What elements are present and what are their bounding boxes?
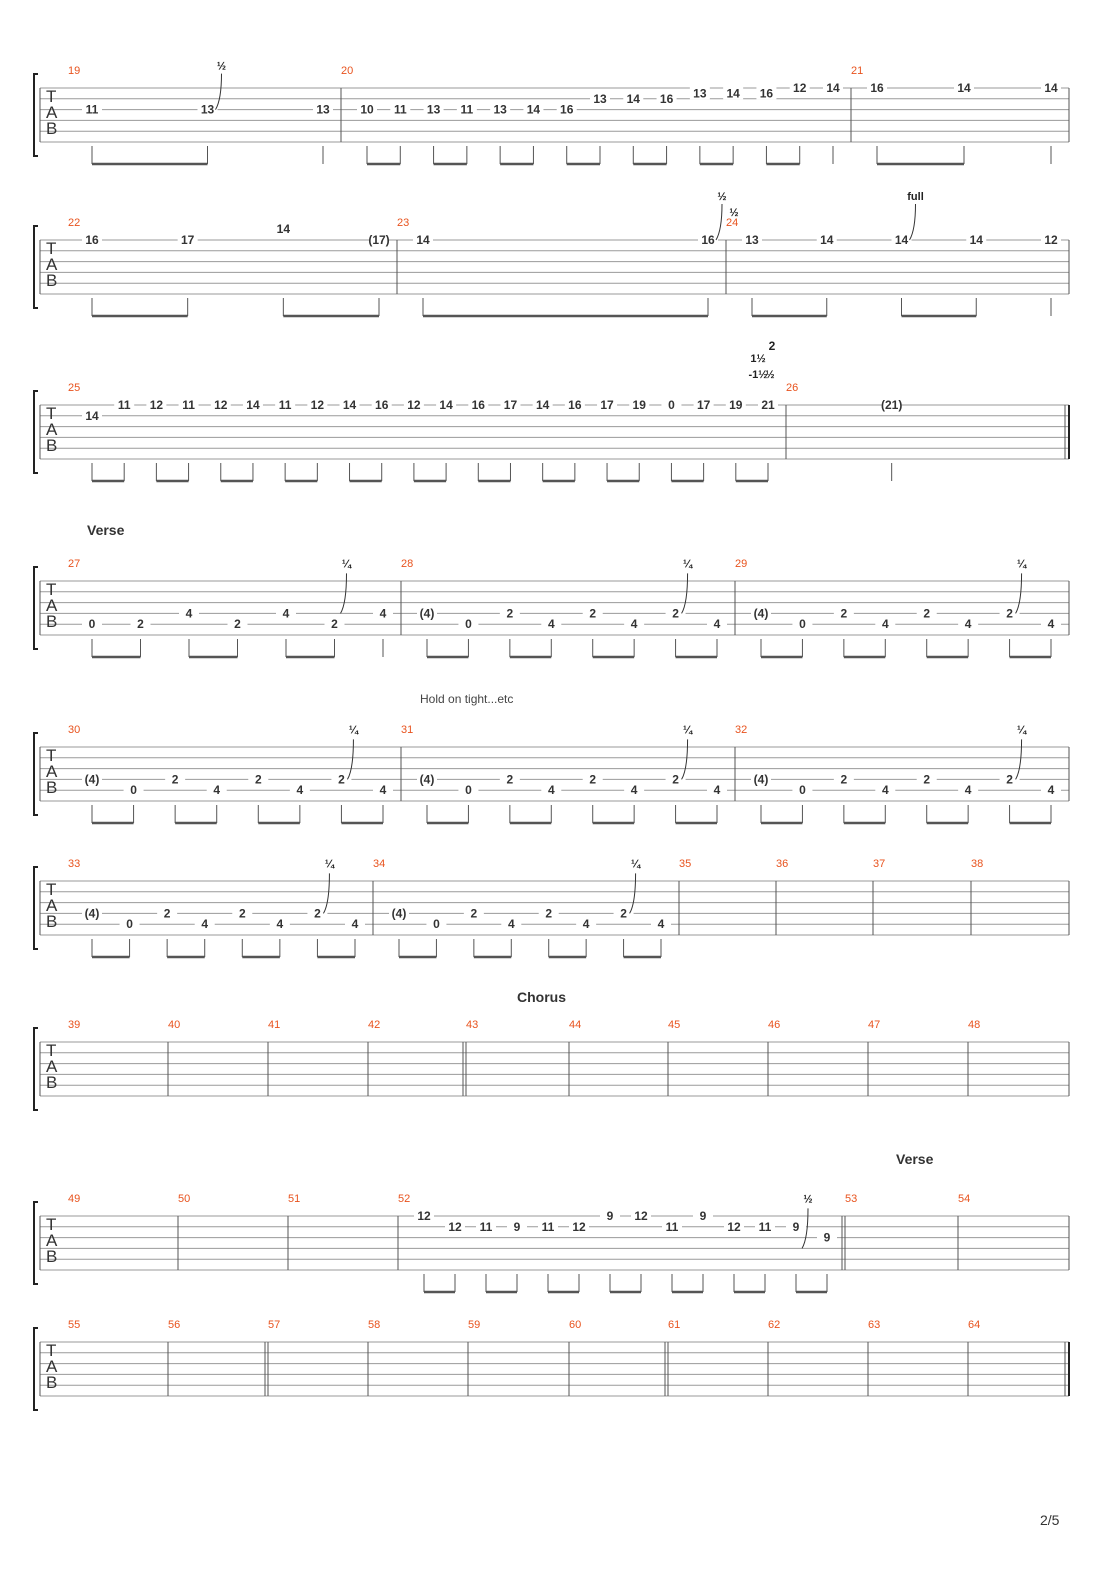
bend-amount: ¼ xyxy=(682,724,693,737)
fret-number: 4 xyxy=(881,783,889,798)
measure-number: 51 xyxy=(288,1193,301,1205)
fret-number: (21) xyxy=(880,398,903,412)
system-bracket xyxy=(34,867,38,949)
fret-number: 13 xyxy=(745,233,759,247)
tab-clef-letter: T xyxy=(46,239,57,258)
measure-number: 26 xyxy=(786,382,799,394)
measure-number: 30 xyxy=(68,724,81,736)
system-bracket xyxy=(34,74,38,156)
fret-number: 16 xyxy=(85,233,99,247)
fret-number: 14 xyxy=(894,233,909,247)
fret-number: 9 xyxy=(823,1230,831,1245)
system-bracket xyxy=(34,1028,38,1110)
tab-clef-letter: B xyxy=(46,912,58,931)
bend-amount: ½ xyxy=(765,369,775,381)
tab-clef-letter: B xyxy=(46,1373,58,1392)
fret-number: (4) xyxy=(419,772,435,787)
fret-number: 12 xyxy=(149,398,164,412)
measure-number: 64 xyxy=(968,1319,981,1331)
measure-number: 34 xyxy=(373,858,386,870)
bend-amount: ½ xyxy=(216,60,227,73)
measure-number: 36 xyxy=(776,858,789,870)
bend-amount: -1½ xyxy=(748,369,768,381)
fret-number: 4 xyxy=(201,917,209,932)
fret-number: 11 xyxy=(278,398,292,412)
measure-number: 43 xyxy=(466,1019,479,1031)
fret-number: 4 xyxy=(713,617,721,632)
measure-number: 56 xyxy=(168,1319,181,1331)
fret-number: 4 xyxy=(713,783,721,798)
fret-number: 16 xyxy=(375,398,389,412)
fret-number: 14 xyxy=(826,81,840,95)
measure-number: 35 xyxy=(679,858,692,870)
system-bracket xyxy=(34,391,38,473)
measure-number: 42 xyxy=(368,1019,381,1031)
fret-number: 14 xyxy=(439,398,453,412)
fret-number: 14 xyxy=(820,233,834,247)
fret-number: 13 xyxy=(426,102,441,117)
fret-number: 2 xyxy=(589,606,597,621)
fret-number: 14 xyxy=(969,233,983,247)
fret-number: 16 xyxy=(701,233,715,247)
fret-number: (4) xyxy=(84,906,100,921)
section-label: Verse xyxy=(87,522,125,538)
fret-number: (17) xyxy=(368,233,390,247)
measure-number: 45 xyxy=(668,1019,681,1031)
fret-number: 13 xyxy=(200,102,215,117)
fret-number: 0 xyxy=(799,783,806,798)
fret-number: 14 xyxy=(276,222,291,237)
fret-number: 12 xyxy=(634,1209,648,1223)
fret-number: 19 xyxy=(632,398,646,412)
fret-number: 12 xyxy=(727,1219,741,1234)
tab-clef-letter: B xyxy=(46,612,58,631)
fret-number: 4 xyxy=(296,783,304,798)
measure-number: 58 xyxy=(368,1319,381,1331)
fret-number: 16 xyxy=(568,398,582,412)
tab-clef-letter: T xyxy=(46,1341,57,1360)
fret-number: 4 xyxy=(1047,783,1055,798)
measure-number: 25 xyxy=(68,382,81,394)
measure-number: 40 xyxy=(168,1019,181,1031)
fret-number: 2 xyxy=(923,772,931,787)
bend-amount: ¼ xyxy=(348,724,359,737)
measure-number: 63 xyxy=(868,1319,881,1331)
system-bracket xyxy=(34,226,38,308)
measure-number: 57 xyxy=(268,1319,281,1331)
fret-number: 10 xyxy=(360,102,374,117)
tab-clef-letter: T xyxy=(46,1215,57,1234)
fret-number: 11 xyxy=(541,1219,555,1234)
measure-number: 21 xyxy=(851,65,864,77)
measure-number: 41 xyxy=(268,1019,281,1031)
fret-number: 12 xyxy=(1044,233,1058,247)
measure-number: 47 xyxy=(868,1019,881,1031)
fret-number: 2 xyxy=(470,906,478,921)
measure-number: 37 xyxy=(873,858,886,870)
fret-number: 11 xyxy=(460,102,474,117)
fret-number: (4) xyxy=(753,772,769,787)
fret-number: 4 xyxy=(547,783,555,798)
measure-number: 19 xyxy=(68,65,81,77)
tab-clef-letter: A xyxy=(46,596,58,615)
measure-number: 50 xyxy=(178,1193,191,1205)
fret-number: 17 xyxy=(503,398,518,412)
fret-number: 2 xyxy=(620,906,627,921)
fret-number: 12 xyxy=(214,398,228,412)
fret-number: 4 xyxy=(351,917,359,932)
tab-clef-letter: B xyxy=(46,778,58,797)
measure-number: 62 xyxy=(768,1319,781,1331)
measure-number: 33 xyxy=(68,858,81,870)
fret-number: 14 xyxy=(416,233,430,247)
tab-clef-letter: A xyxy=(46,1231,58,1250)
fret-number: 2 xyxy=(234,617,241,632)
fret-number: 17 xyxy=(180,233,195,247)
fret-number: 0 xyxy=(465,617,472,632)
fret-number: 14 xyxy=(535,398,550,412)
fret-number: 4 xyxy=(547,617,555,632)
fret-number: 13 xyxy=(593,91,607,106)
section-label: Verse xyxy=(896,1151,934,1167)
fret-number: 12 xyxy=(407,398,421,412)
fret-number: 14 xyxy=(1044,81,1058,95)
measure-number: 54 xyxy=(958,1193,971,1205)
fret-number: 4 xyxy=(630,783,638,798)
fret-number: 14 xyxy=(246,398,260,412)
measure-number: 32 xyxy=(735,724,748,736)
tab-clef-letter: B xyxy=(46,271,58,290)
fret-number: 2 xyxy=(163,906,171,921)
fret-number: 4 xyxy=(185,606,193,621)
fret-number: 14 xyxy=(626,91,640,106)
bend-amount: ¼ xyxy=(341,558,352,571)
release-amount: ½ xyxy=(729,207,739,219)
fret-number: 12 xyxy=(793,81,807,95)
fret-number: 14 xyxy=(526,102,541,117)
section-label: Chorus xyxy=(517,989,566,1005)
measure-number: 60 xyxy=(569,1319,582,1331)
fret-number: 14 xyxy=(85,408,99,423)
measure-number: 28 xyxy=(401,558,414,570)
tab-clef-letter: A xyxy=(46,1357,58,1376)
fret-number: 2 xyxy=(506,606,514,621)
tab-clef-letter: A xyxy=(46,255,58,274)
measure-number: 48 xyxy=(968,1019,981,1031)
fret-number: 16 xyxy=(659,91,674,106)
fret-number: 9 xyxy=(606,1209,614,1223)
tab-clef-letter: B xyxy=(46,436,58,455)
bend-amount: ¼ xyxy=(1016,724,1027,737)
measure-number: 39 xyxy=(68,1019,81,1031)
fret-number: 2 xyxy=(840,772,848,787)
fret-number: (4) xyxy=(391,906,407,921)
fret-number: 11 xyxy=(393,102,407,117)
fret-number: 2 xyxy=(923,606,931,621)
fret-number: 13 xyxy=(316,102,330,117)
fret-number: 4 xyxy=(1047,617,1055,632)
fret-number: 9 xyxy=(792,1219,800,1234)
tab-clef-letter: A xyxy=(46,1057,58,1076)
system-bracket xyxy=(34,733,38,815)
system-bracket xyxy=(34,567,38,649)
fret-number: 2 xyxy=(238,906,246,921)
bend-amount: ¼ xyxy=(682,558,693,571)
fret-number: 2 xyxy=(1006,772,1013,787)
tab-clef-letter: A xyxy=(46,762,58,781)
fret-number: 2 xyxy=(137,617,144,632)
fret-number: 2 xyxy=(589,772,597,787)
bend-amount: ½ xyxy=(717,191,727,203)
fret-number: 2 xyxy=(545,906,553,921)
tab-clef-letter: A xyxy=(46,896,58,915)
bend-amount: 2 xyxy=(768,339,776,353)
tab-clef-letter: T xyxy=(46,746,57,765)
fret-number: 16 xyxy=(471,398,485,412)
fret-number: 2 xyxy=(331,617,338,632)
fret-number: 14 xyxy=(957,81,971,95)
fret-number: 9 xyxy=(699,1209,707,1223)
fret-number: 4 xyxy=(881,617,889,632)
fret-number: 4 xyxy=(507,917,515,932)
fret-number: 4 xyxy=(964,783,972,798)
fret-number: 19 xyxy=(729,398,743,412)
fret-number: 2 xyxy=(840,606,848,621)
fret-number: 4 xyxy=(282,606,290,621)
fret-number: 0 xyxy=(668,398,675,412)
measure-number: 44 xyxy=(569,1019,582,1031)
tab-clef-letter: T xyxy=(46,87,57,106)
system-bracket xyxy=(34,1202,38,1284)
fret-number: (4) xyxy=(84,772,100,787)
page-number: 2/5 xyxy=(1040,1512,1060,1528)
fret-number: 2 xyxy=(672,772,679,787)
measure-number: 29 xyxy=(735,558,748,570)
fret-number: 12 xyxy=(310,398,325,412)
fret-number: 16 xyxy=(560,102,574,117)
tab-clef-letter: B xyxy=(46,1073,58,1092)
fret-number: 11 xyxy=(479,1219,493,1234)
measure-number: 23 xyxy=(397,217,410,229)
fret-number: 4 xyxy=(379,783,387,798)
fret-number: 2 xyxy=(171,772,179,787)
fret-number: (4) xyxy=(419,606,435,621)
measure-number: 22 xyxy=(68,217,81,229)
tab-clef-letter: B xyxy=(46,1247,58,1266)
fret-number: 0 xyxy=(799,617,806,632)
fret-number: 11 xyxy=(665,1219,679,1234)
fret-number: 11 xyxy=(182,398,195,412)
tab-clef-letter: T xyxy=(46,1041,57,1060)
measure-number: 46 xyxy=(768,1019,781,1031)
tab-clef-letter: A xyxy=(46,103,58,122)
measure-number: 20 xyxy=(341,65,354,77)
fret-number: 11 xyxy=(117,398,131,412)
fret-number: 13 xyxy=(493,102,507,117)
fret-number: 2 xyxy=(506,772,514,787)
fret-number: 16 xyxy=(759,86,774,101)
tab-clef-letter: B xyxy=(46,119,58,138)
fret-number: 2 xyxy=(254,772,262,787)
fret-number: 13 xyxy=(693,86,707,101)
fret-number: 12 xyxy=(572,1219,586,1234)
fret-number: 2 xyxy=(1006,606,1013,621)
tab-clef-letter: T xyxy=(46,404,57,423)
measure-number: 24 xyxy=(726,217,739,229)
measure-number: 52 xyxy=(398,1193,411,1205)
tab-clef-letter: A xyxy=(46,420,58,439)
fret-number: 4 xyxy=(964,617,972,632)
fret-number: 4 xyxy=(657,917,665,932)
measure-number: 59 xyxy=(468,1319,481,1331)
fret-number: 14 xyxy=(726,86,740,101)
fret-number: 4 xyxy=(276,917,284,932)
fret-number: 12 xyxy=(417,1209,431,1223)
fret-number: 17 xyxy=(696,398,711,412)
fret-number: 0 xyxy=(126,917,133,932)
fret-number: 4 xyxy=(213,783,221,798)
fret-number: 21 xyxy=(761,398,775,412)
measure-number: 38 xyxy=(971,858,984,870)
fret-number: 4 xyxy=(582,917,590,932)
fret-number: 17 xyxy=(600,398,614,412)
bend-amount: ¼ xyxy=(630,858,641,871)
bend-amount: full xyxy=(907,191,924,203)
measure-number: 61 xyxy=(668,1319,681,1331)
fret-number: 0 xyxy=(130,783,137,798)
fret-number: 2 xyxy=(672,606,679,621)
fret-number: 0 xyxy=(433,917,440,932)
bend-amount: 1½ xyxy=(750,353,766,365)
fret-number: 9 xyxy=(513,1219,521,1234)
fret-number: 0 xyxy=(465,783,472,798)
fret-number: 4 xyxy=(379,606,387,621)
bend-amount: ¼ xyxy=(1016,558,1027,571)
bend-arrow xyxy=(341,573,347,613)
fret-number: 2 xyxy=(314,906,321,921)
fret-number: 12 xyxy=(448,1219,462,1234)
fret-number: 11 xyxy=(758,1219,772,1234)
fret-number: 11 xyxy=(85,102,99,117)
measure-number: 55 xyxy=(68,1319,81,1331)
bend-amount: ¼ xyxy=(324,858,335,871)
fret-number: 16 xyxy=(870,81,884,95)
measure-number: 49 xyxy=(68,1193,81,1205)
measure-number: 31 xyxy=(401,724,414,736)
measure-number: 53 xyxy=(845,1193,858,1205)
fret-number: 2 xyxy=(338,772,345,787)
tab-clef-letter: T xyxy=(46,880,57,899)
tab-clef-letter: T xyxy=(46,580,57,599)
fret-number: (4) xyxy=(753,606,769,621)
system-bracket xyxy=(34,1328,38,1410)
fret-number: 4 xyxy=(630,617,638,632)
fret-number: 0 xyxy=(88,617,96,632)
text-annotation: Hold on tight...etc xyxy=(420,692,514,706)
bend-amount: ½ xyxy=(803,1193,813,1206)
measure-number: 27 xyxy=(68,558,81,570)
fret-number: 14 xyxy=(342,398,357,412)
